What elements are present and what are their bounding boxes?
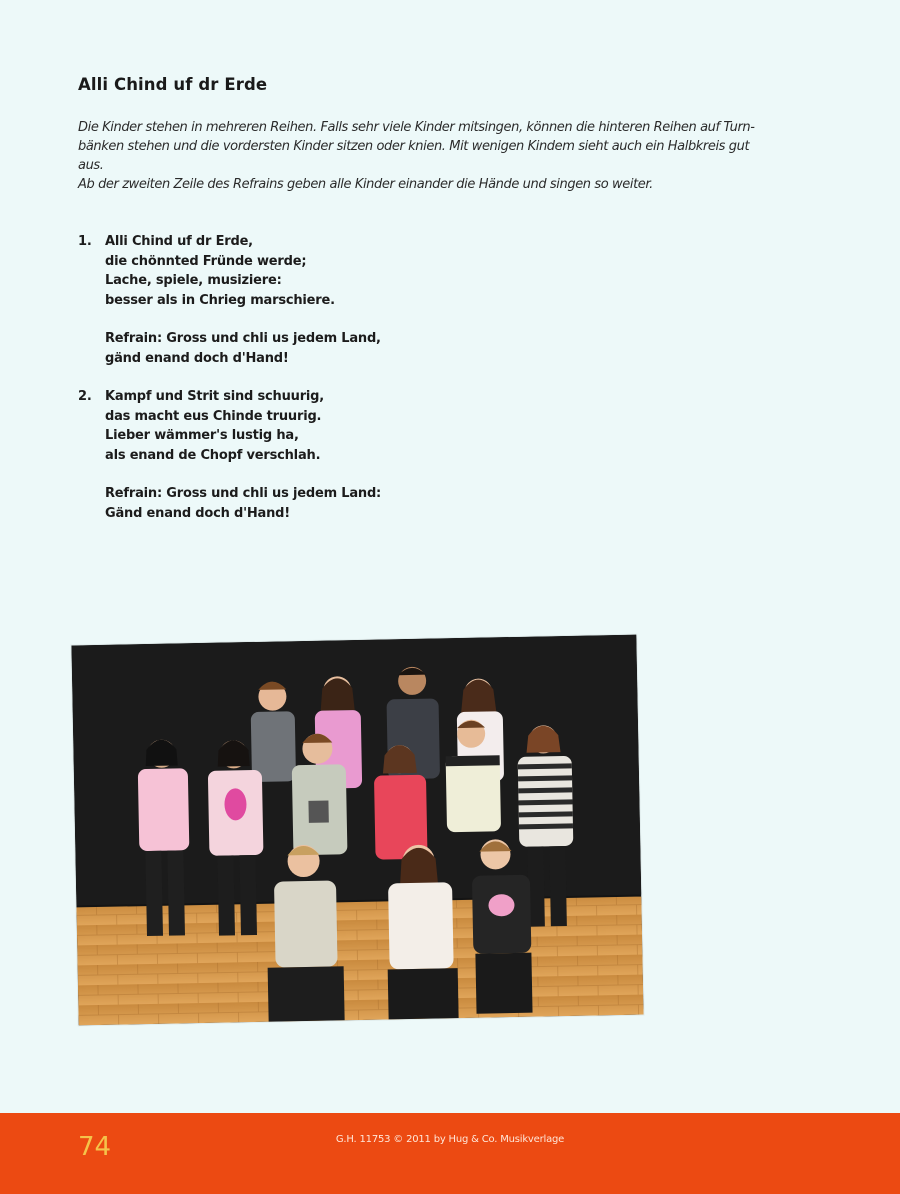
song-title: Alli Chind uf dr Erde bbox=[78, 75, 268, 94]
verse-line: Lache, spiele, musiziere: bbox=[105, 273, 282, 288]
refrain-line: Gänd enand doch d'Hand! bbox=[105, 505, 291, 521]
page-number: 74 bbox=[78, 1132, 112, 1162]
refrain-line: Refrain: Gross und chli us jedem Land, bbox=[105, 331, 381, 346]
verse-line: Alli Chind uf dr Erde, bbox=[105, 234, 253, 249]
verse-2 bbox=[78, 387, 381, 523]
verse-number: 1. bbox=[78, 234, 92, 249]
refrain-line: gänd enand doch d'Hand! bbox=[105, 350, 289, 366]
verse-line: Lieber wämmer's lustig ha, bbox=[105, 428, 299, 443]
stage-directions bbox=[78, 118, 818, 194]
verse-line: besser als in Chrieg marschiere. bbox=[105, 292, 335, 308]
verse-1 bbox=[78, 232, 381, 368]
verse-line: Kampf und Strit sind schuurig, bbox=[105, 389, 325, 404]
verse-line: die chönnted Fründe werde; bbox=[105, 253, 307, 269]
stage-directions-line: aus. bbox=[78, 158, 104, 173]
refrain-line: Refrain: Gross und chli us jedem Land: bbox=[105, 486, 382, 501]
choir-photo-illustration bbox=[71, 635, 643, 1026]
verse-line: das macht eus Chinde truurig. bbox=[105, 408, 322, 424]
footer-band bbox=[0, 1113, 900, 1194]
stage-directions-line: Ab der zweiten Zeile des Refrains geben alle Kinder einander die Hände und singen so weiter. bbox=[78, 177, 653, 192]
verse-number: 2. bbox=[78, 389, 92, 404]
choir-photo bbox=[71, 635, 643, 1026]
stage-directions-line: bänken stehen und die vordersten Kinder sitzen oder knien. Mit wenigen Kindem sieht auch ein Halbkreis gut bbox=[78, 139, 750, 154]
copyright-notice: G.H. 11753 © 2011 by Hug & Co. Musikverlage bbox=[335, 1134, 565, 1145]
verse-line: als enand de Chopf verschlah. bbox=[105, 447, 321, 463]
stage-directions-line: Die Kinder stehen in mehreren Reihen. Falls sehr viele Kinder mitsingen, können die hinteren Reihen auf Turn- bbox=[78, 120, 755, 135]
